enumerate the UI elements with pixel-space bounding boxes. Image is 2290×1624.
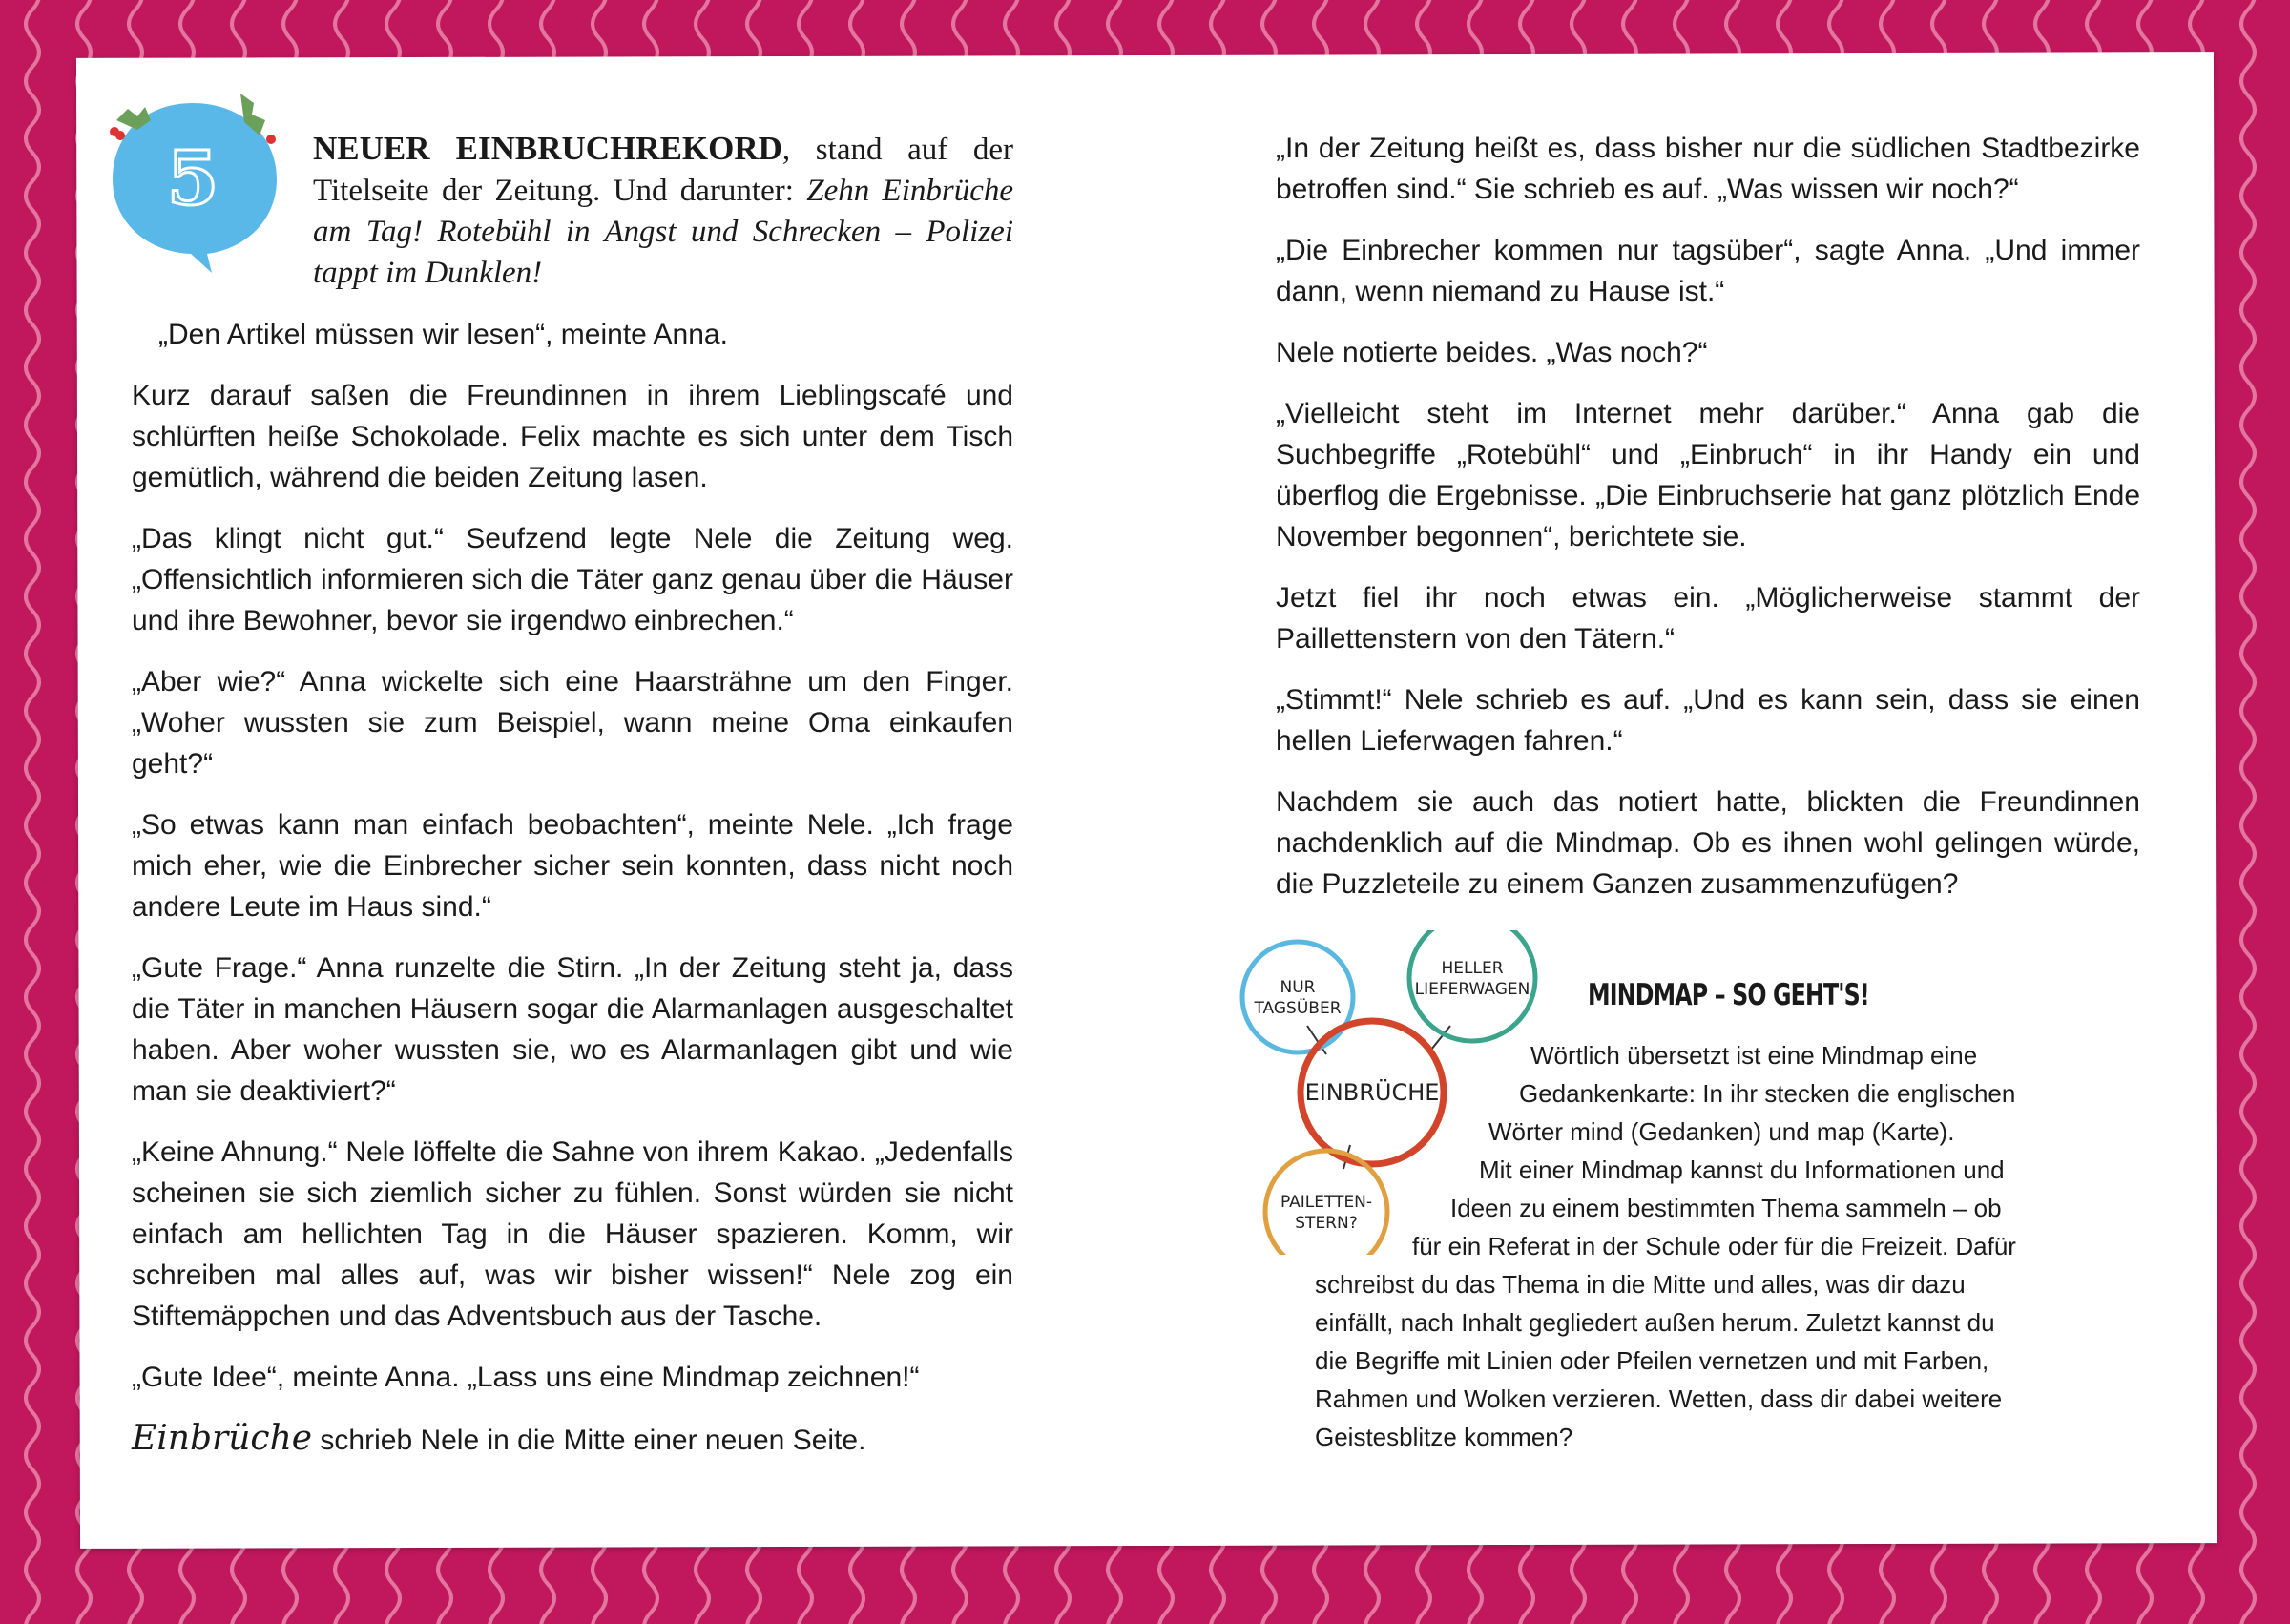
paragraph: „Das klingt nicht gut.“ Seufzend legte Nele die Zeitung weg. „Offensichtlich informieren sich die Täter ganz genau über die Häuser und ihre Bewohner, bevor sie irgendwo einbrechen.“: [132, 523, 1013, 636]
paragraph: „Den Artikel müssen wir lesen“, meinte Anna.: [158, 319, 728, 350]
mindmap-text-line: Gedankenkarte: In ihr stecken die englischen: [1519, 1079, 2016, 1108]
paragraph: Nachdem sie auch das notiert hatte, blickten die Freundinnen nachdenklich auf die Mindmap. Ob es ihnen wohl gelingen würde, die Puzzleteile zu einem Ganzen zusammenzufügen?: [1276, 786, 2140, 900]
mindmap-text-line: Rahmen und Wolken verzieren. Wetten, dass dir dabei weitere: [1315, 1385, 2003, 1413]
paragraph: „Gute Frage.“ Anna runzelte die Stirn. „In der Zeitung steht ja, dass die Täter in manchen Häusern sogar die Alarmanlagen ausgeschaltet haben. Aber woher wussten sie, wo es Alarmanlagen gibt und wie man sie deaktiviert?“: [132, 952, 1013, 1107]
paragraph: Kurz darauf saßen die Freundinnen in ihrem Lieblingscafé und schlürften heiße Schokolade. Felix machte es sich unter dem Tisch gemütlich, während die beiden Zeitung lasen.: [132, 380, 1013, 493]
mindmap-text-line: die Begriffe mit Linien oder Pfeilen vernetzen und mit Farben,: [1315, 1346, 1989, 1375]
right-column: [1276, 128, 2140, 925]
mindmap-text-line: Wörter mind (Gedanken) und map (Karte).: [1488, 1117, 1955, 1146]
svg-text:LIEFERWAGEN: LIEFERWAGEN: [1414, 980, 1530, 999]
mindmap-text-line: Geistesblitze kommen?: [1315, 1423, 1573, 1451]
mindmap-text-line: einfällt, nach Inhalt gegliedert außen herum. Zuletzt kannst du: [1315, 1308, 1995, 1337]
intro-text: , stand auf der Titelseite der Zeitung. Und darunter:: [313, 133, 1014, 208]
mindmap-text-line: für ein Referat in der Schule oder für die Freizeit. Dafür: [1412, 1232, 2016, 1260]
svg-text:PAILETTEN-: PAILETTEN-: [1280, 1193, 1373, 1212]
paragraph: „Keine Ahnung.“ Nele löffelte die Sahne von ihrem Kakao. „Jedenfalls scheinen sie sich ziemlich sicher zu fühlen. Sonst würden sie nicht einfach am hellichten Tag in die Häuser spazieren. Komm, wir schreiben mal alles auf, was wir bisher wissen!“ Nele zog ein Stiftemäppchen und das Adventsbuch aus der Tasche.: [132, 1136, 1013, 1332]
mindmap-box-title: MINDMAP – SO GEHT'S!: [1588, 978, 1869, 1012]
chapter-number: 5: [166, 135, 219, 222]
headline: NEUER EINBRUCHREKORD: [313, 130, 782, 167]
paragraph: „Vielleicht steht im Internet mehr darüber.“ Anna gab die Suchbegriffe „Rotebühl“ und „Einbruch“ in ihr Handy ein und überflog die Ergebnisse. „Die Einbruchserie hat ganz plötzlich Ende November begonnen“, berichtete sie.: [1276, 398, 2140, 552]
left-column: [132, 128, 1013, 1481]
mindmap-text-line: Wörtlich übersetzt ist eine Mindmap eine: [1530, 1041, 1978, 1070]
paragraph: Nele notierte beides. „Was noch?“: [1276, 337, 1708, 368]
mindmap-explanation: [1298, 1036, 2109, 1456]
paragraph: „Aber wie?“ Anna wickelte sich eine Haarsträhne um den Finger. „Woher wussten sie zum Beispiel, wann meine Oma einkaufen geht?“: [132, 666, 1013, 780]
newspaper-subheadline: Zehn Einbrüche am Tag! Rotebühl in Angst und Schrecken – Polizei tappt im Dunklen!: [313, 174, 1014, 290]
paragraph: „So etwas kann man einfach beobachten“, meinte Nele. „Ich frage mich eher, wie die Einbrecher sicher sein konnten, dass nicht noch andere Leute im Haus sind.“: [132, 809, 1013, 923]
svg-text:HELLER: HELLER: [1441, 959, 1504, 978]
mindmap-text-line: Ideen zu einem bestimmten Thema sammeln – ob: [1450, 1194, 2002, 1222]
svg-text:STERN?: STERN?: [1295, 1214, 1358, 1233]
paragraph-text: schrieb Nele in die Mitte einer neuen Seite.: [312, 1425, 866, 1456]
paragraph: [132, 1418, 1013, 1461]
svg-text:EINBRÜCHE: EINBRÜCHE: [1304, 1079, 1440, 1106]
paragraph: Jetzt fiel ihr noch etwas ein. „Möglicherweise stammt der Paillettenstern von den Tätern.“: [1276, 582, 2140, 655]
mindmap-text-line: schreibst du das Thema in die Mitte und alles, was dir dazu: [1315, 1270, 1966, 1299]
svg-text:TAGSÜBER: TAGSÜBER: [1254, 999, 1342, 1018]
mindmap-text-line: Mit einer Mindmap kannst du Informationen und: [1479, 1156, 2005, 1184]
mindmap-node-lieferwagen: [1409, 930, 1535, 1041]
paragraph: „Die Einbrecher kommen nur tagsüber“, sagte Anna. „Und immer dann, wenn niemand zu Hause ist.“: [1276, 235, 2140, 307]
script-word: Einbrüche: [132, 1419, 313, 1458]
svg-text:NUR: NUR: [1280, 978, 1316, 997]
paragraph: „In der Zeitung heißt es, dass bisher nur die südlichen Stadtbezirke betroffen sind.“ Sie schrieb es auf. „Was wissen wir noch?“: [1276, 133, 2140, 205]
paragraph: „Stimmt!“ Nele schrieb es auf. „Und es kann sein, dass sie einen hellen Lieferwagen fahren.“: [1276, 684, 2140, 757]
paragraph: „Gute Idee“, meinte Anna. „Lass uns eine Mindmap zeichnen!“: [132, 1362, 920, 1393]
intro-paragraph: [132, 128, 1013, 294]
